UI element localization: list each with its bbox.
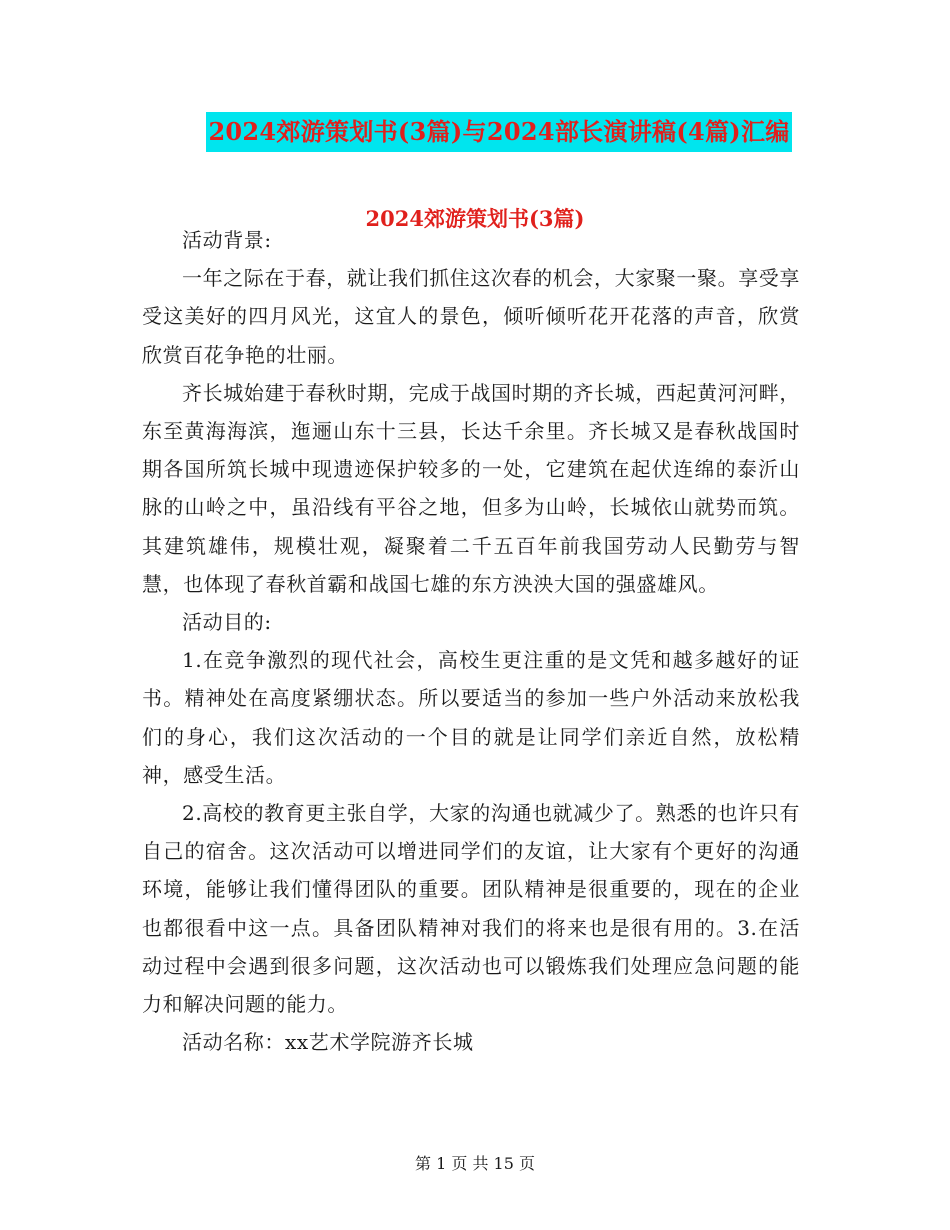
section-title: 2024郊游策划书(3篇) bbox=[365, 206, 585, 231]
document-title bbox=[0, 110, 950, 152]
paragraph-great-wall-history: 齐长城始建于春秋时期，完成于战国时期的齐长城，西起黄河河畔，东至黄海海滨，迤逦山东十三县，长达千余里。齐长城又是春秋战国时期各国所筑长城中现遗迹保护较多的一处，它建筑在起伏连绵的泰沂山脉的山岭之中，虽沿线有平谷之地，但多为山岭，长城依山就势而筑。其建筑雄伟，规模壮观，凝聚着二千五百年前我国劳动人民勤劳与智慧，也体现了春秋首霸和战国七雄的东方泱泱大国的强盛雄风。 bbox=[142, 380, 800, 596]
page-number-footer: 第 1 页 共 15 页 bbox=[415, 1154, 535, 1173]
paragraph-purpose-1: 1.在竞争激烈的现代社会，高校生更注重的是文凭和越多越好的证书。精神处在高度紧绷状态。所以要适当的参加一些户外活动来放松我们的身心，我们这次活动的一个目的就是让同学们亲近自然，放松精神，感受生活。 bbox=[142, 648, 800, 787]
document-body bbox=[142, 221, 800, 1061]
paragraph-purpose-heading: 活动目的: bbox=[182, 610, 272, 635]
paragraph-activity-name: 活动名称：xx艺术学院游齐长城 bbox=[182, 1030, 474, 1055]
document-title-text: 2024郊游策划书(3篇)与2024部长演讲稿(4篇)汇编 bbox=[206, 112, 791, 152]
paragraph-spring-intro: 一年之际在于春，就让我们抓住这次春的机会，大家聚一聚。享受享受这美好的四月风光，这宜人的景色，倾听倾听花开花落的声音，欣赏欣赏百花争艳的壮丽。 bbox=[142, 266, 800, 367]
paragraph-purpose-2-3: 2.高校的教育更主张自学，大家的沟通也就减少了。熟悉的也许只有自己的宿舍。这次活动可以增进同学们的友谊，让大家有个更好的沟通环境，能够让我们懂得团队的重要。团队精神是很重要的，现在的企业也都很看中这一点。具备团队精神对我们的将来也是很有用的。3.在活动过程中会遇到很多问题，这次活动也可以锻炼我们处理应急问题的能力和解决问题的能力。 bbox=[142, 801, 800, 1017]
paragraph-background-heading: 活动背景: bbox=[182, 228, 272, 252]
